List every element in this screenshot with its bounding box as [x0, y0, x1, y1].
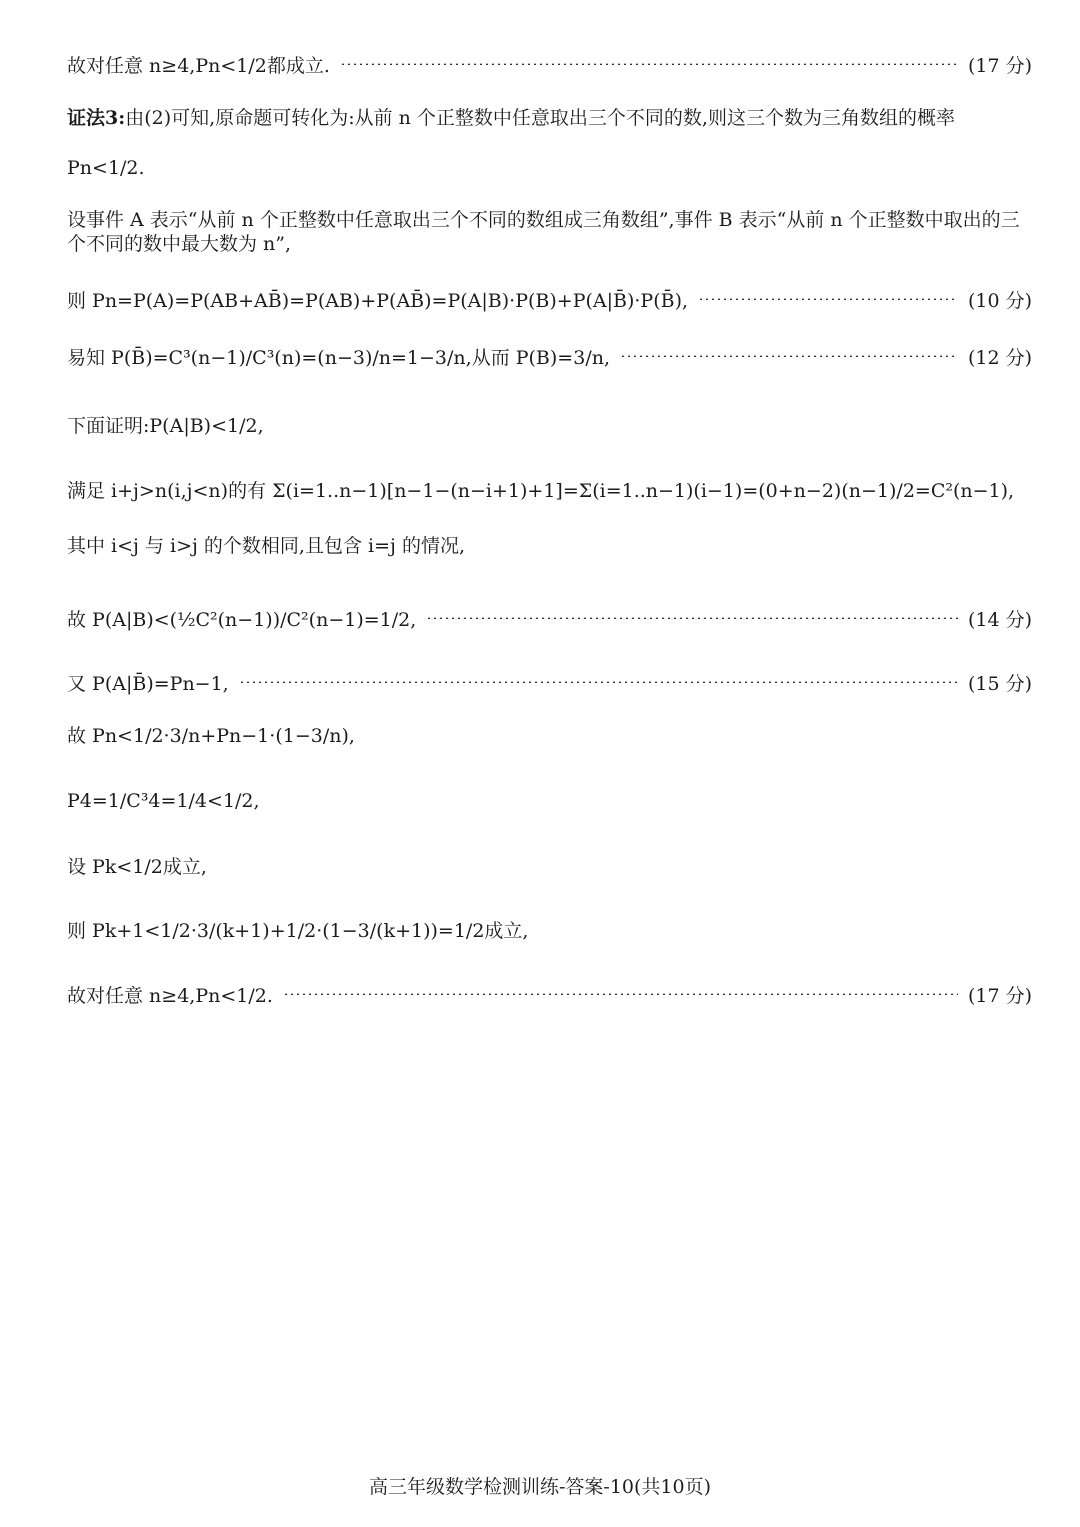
leader-dots — [620, 355, 958, 357]
score-10: (10 分) — [967, 289, 1032, 312]
proof3-label: 证法3: — [67, 106, 126, 129]
leader-dots — [239, 681, 958, 683]
score-17b: (17 分) — [967, 984, 1032, 1007]
assume-line — [67, 843, 1032, 887]
note-line-text: 其中 i<j 与 i>j 的个数相同,且包含 i=j 的情况, — [67, 534, 465, 557]
induction-text: 则 Pk+1<1/2·3/(k+1)+1/2·(1−3/(k+1))=1/2成立, — [67, 919, 529, 942]
score-14: (14 分) — [967, 608, 1032, 631]
conclusion-1-text: 故对任意 n≥4,Pn<1/2都成立. — [67, 54, 330, 77]
note-line — [67, 530, 1032, 558]
equation-12-text: 易知 P(B̄)=C³(n−1)/C³(n)=(n−3)/n=1−3/n,从而 P(B)=3/n, — [67, 346, 610, 369]
leader-dots — [283, 993, 958, 995]
proof3-tail: Pn<1/2. — [67, 157, 145, 179]
inequality-line — [67, 712, 1032, 756]
leader-dots — [340, 63, 958, 65]
p4-line — [67, 778, 1032, 824]
final-conclusion — [67, 972, 1032, 1016]
proof3-text: 由(2)可知,原命题可转化为:从前 n 个正整数中任意取出三个不同的数,则这三个数为三角数组的概率 — [125, 106, 955, 129]
conclusion-line-1 — [67, 44, 1032, 84]
event-definition — [67, 208, 1032, 256]
proof3-tail-line — [67, 146, 1032, 190]
equation-15 — [67, 667, 1032, 697]
leader-dots — [698, 298, 958, 300]
proof3-line — [67, 102, 1032, 130]
event-definition-text: 设事件 A 表示“从前 n 个正整数中任意取出三个不同的数组成三角数组”,事件 B 表示“从前 n 个正整数中取出的三个不同的数中最大数为 n”, — [67, 209, 1020, 255]
induction-line — [67, 906, 1032, 952]
score-17a: (17 分) — [967, 54, 1032, 77]
equation-14-text: 故 P(A|B)<(½C²(n−1))/C²(n−1)=1/2, — [67, 608, 417, 631]
inequality-text: 故 Pn<1/2·3/n+Pn−1·(1−3/n), — [67, 724, 355, 747]
p4-text: P4=1/C³4=1/4<1/2, — [67, 790, 260, 812]
page-footer: 高三年级数学检测训练-答案-10(共10页) — [368, 1476, 712, 1498]
prove-statement — [67, 402, 1032, 446]
count-line — [67, 466, 1032, 512]
assume-text: 设 Pk<1/2成立, — [67, 855, 207, 878]
equation-12 — [67, 332, 1032, 380]
count-line-text: 满足 i+j>n(i,j<n)的有 Σ(i=1..n−1)[n−1−(n−i+1)+1]=Σ(i=1..n−1)(i−1)=(0+n−2)(n−1)/2=C²(n−1), — [67, 479, 1015, 502]
prove-statement-text: 下面证明:P(A|B)<1/2, — [67, 414, 264, 437]
equation-10-text: 则 Pn=P(A)=P(AB+AB̄)=P(AB)+P(AB̄)=P(A|B)·P(B)+P(A|B̄)·P(B̄), — [67, 289, 689, 312]
equation-15-text: 又 P(A|B̄)=Pn−1, — [67, 672, 229, 695]
score-12: (12 分) — [967, 346, 1032, 369]
equation-14 — [67, 582, 1032, 654]
leader-dots — [426, 617, 958, 619]
score-15: (15 分) — [967, 672, 1032, 695]
equation-10 — [67, 284, 1032, 314]
final-conclusion-text: 故对任意 n≥4,Pn<1/2. — [67, 984, 273, 1007]
